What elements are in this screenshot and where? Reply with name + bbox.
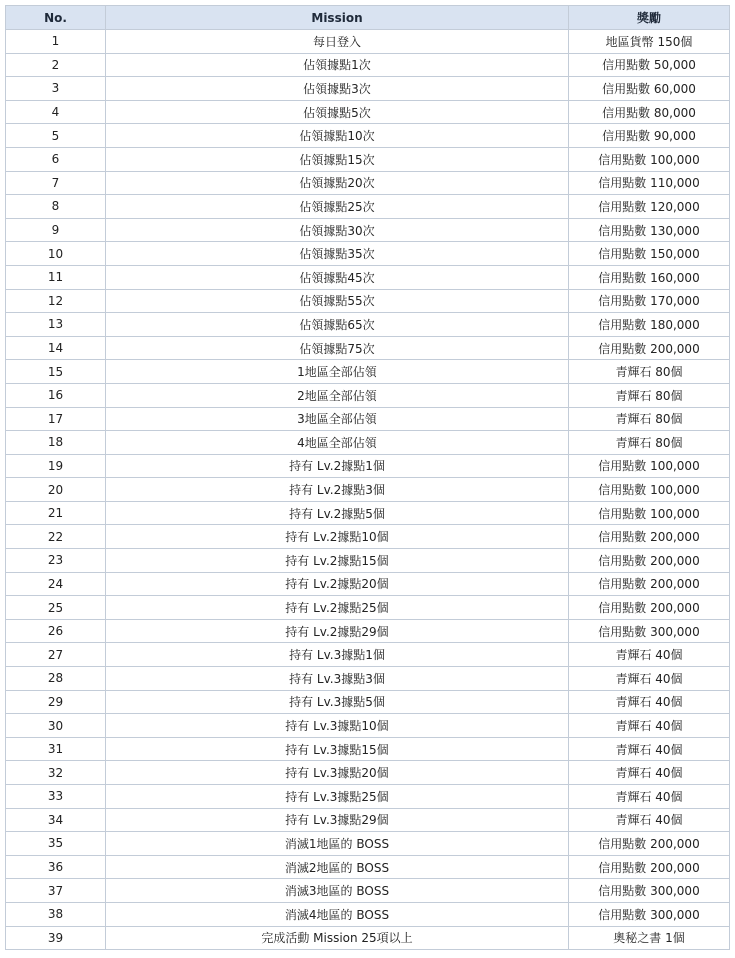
row-number-cell: 4: [6, 100, 106, 124]
table-row: [6, 77, 730, 101]
row-number-cell: 17: [6, 407, 106, 431]
table-row: [6, 360, 730, 384]
table-row: [6, 265, 730, 289]
mission-cell: 消滅1地區的 BOSS: [106, 832, 569, 856]
table-row: [6, 53, 730, 77]
row-number-cell: 36: [6, 855, 106, 879]
reward-cell: 信用點數 300,000: [569, 902, 730, 926]
row-number-cell: 34: [6, 808, 106, 832]
row-number-cell: 23: [6, 549, 106, 573]
table-row: [6, 808, 730, 832]
mission-cell: 1地區全部佔領: [106, 360, 569, 384]
table-row: [6, 124, 730, 148]
column-header-reward: 獎勵: [569, 6, 730, 30]
reward-cell: 青輝石 40個: [569, 761, 730, 785]
table-row: [6, 407, 730, 431]
row-number-cell: 16: [6, 383, 106, 407]
reward-cell: 信用點數 180,000: [569, 313, 730, 337]
mission-cell: 3地區全部佔領: [106, 407, 569, 431]
mission-cell: 佔領據點20次: [106, 171, 569, 195]
table-row: [6, 690, 730, 714]
row-number-cell: 14: [6, 336, 106, 360]
row-number-cell: 38: [6, 902, 106, 926]
reward-cell: 信用點數 80,000: [569, 100, 730, 124]
reward-cell: 信用點數 90,000: [569, 124, 730, 148]
mission-cell: 完成活動 Mission 25項以上: [106, 926, 569, 950]
row-number-cell: 37: [6, 879, 106, 903]
mission-cell: 持有 Lv.2據點1個: [106, 454, 569, 478]
table-body: [6, 30, 730, 950]
mission-cell: 佔領據點65次: [106, 313, 569, 337]
reward-cell: 信用點數 110,000: [569, 171, 730, 195]
mission-cell: 持有 Lv.3據點3個: [106, 667, 569, 691]
table-row: [6, 501, 730, 525]
row-number-cell: 22: [6, 525, 106, 549]
reward-cell: 青輝石 40個: [569, 737, 730, 761]
mission-cell: 佔領據點35次: [106, 242, 569, 266]
reward-cell: 信用點數 50,000: [569, 53, 730, 77]
reward-cell: 信用點數 200,000: [569, 525, 730, 549]
row-number-cell: 27: [6, 643, 106, 667]
row-number-cell: 31: [6, 737, 106, 761]
table-row: [6, 195, 730, 219]
reward-cell: 青輝石 80個: [569, 407, 730, 431]
column-header-mission: Mission: [106, 6, 569, 30]
reward-cell: 信用點數 100,000: [569, 501, 730, 525]
reward-cell: 信用點數 100,000: [569, 478, 730, 502]
reward-cell: 青輝石 40個: [569, 690, 730, 714]
mission-cell: 佔領據點15次: [106, 147, 569, 171]
header-row: [6, 6, 730, 30]
reward-cell: 信用點數 120,000: [569, 195, 730, 219]
mission-cell: 持有 Lv.2據點15個: [106, 549, 569, 573]
table-row: [6, 667, 730, 691]
reward-cell: 奧秘之書 1個: [569, 926, 730, 950]
table-row: [6, 572, 730, 596]
reward-cell: 信用點數 150,000: [569, 242, 730, 266]
reward-cell: 信用點數 100,000: [569, 454, 730, 478]
mission-cell: 佔領據點25次: [106, 195, 569, 219]
mission-cell: 持有 Lv.2據點20個: [106, 572, 569, 596]
table-row: [6, 454, 730, 478]
table-row: [6, 926, 730, 950]
table-row: [6, 879, 730, 903]
mission-cell: 每日登入: [106, 30, 569, 54]
reward-cell: 信用點數 200,000: [569, 855, 730, 879]
mission-cell: 持有 Lv.2據點29個: [106, 619, 569, 643]
row-number-cell: 33: [6, 785, 106, 809]
row-number-cell: 15: [6, 360, 106, 384]
table-row: [6, 737, 730, 761]
table-row: [6, 30, 730, 54]
table-row: [6, 714, 730, 738]
mission-cell: 佔領據點30次: [106, 218, 569, 242]
reward-cell: 青輝石 40個: [569, 785, 730, 809]
mission-cell: 持有 Lv.3據點10個: [106, 714, 569, 738]
mission-cell: 持有 Lv.3據點25個: [106, 785, 569, 809]
reward-cell: 青輝石 40個: [569, 808, 730, 832]
table-row: [6, 313, 730, 337]
row-number-cell: 7: [6, 171, 106, 195]
table-row: [6, 478, 730, 502]
mission-cell: 持有 Lv.2據點3個: [106, 478, 569, 502]
mission-cell: 佔領據點10次: [106, 124, 569, 148]
row-number-cell: 30: [6, 714, 106, 738]
table-row: [6, 383, 730, 407]
reward-cell: 信用點數 60,000: [569, 77, 730, 101]
reward-cell: 信用點數 200,000: [569, 596, 730, 620]
row-number-cell: 39: [6, 926, 106, 950]
table-row: [6, 525, 730, 549]
reward-cell: 青輝石 40個: [569, 667, 730, 691]
mission-cell: 持有 Lv.3據點20個: [106, 761, 569, 785]
table-row: [6, 785, 730, 809]
row-number-cell: 18: [6, 431, 106, 455]
reward-cell: 青輝石 80個: [569, 383, 730, 407]
row-number-cell: 21: [6, 501, 106, 525]
table-row: [6, 171, 730, 195]
mission-cell: 佔領據點75次: [106, 336, 569, 360]
table-row: [6, 761, 730, 785]
reward-cell: 信用點數 200,000: [569, 832, 730, 856]
row-number-cell: 9: [6, 218, 106, 242]
row-number-cell: 2: [6, 53, 106, 77]
column-header-no: No.: [6, 6, 106, 30]
reward-cell: 信用點數 200,000: [569, 336, 730, 360]
mission-cell: 持有 Lv.2據點25個: [106, 596, 569, 620]
mission-cell: 佔領據點45次: [106, 265, 569, 289]
row-number-cell: 5: [6, 124, 106, 148]
mission-cell: 佔領據點55次: [106, 289, 569, 313]
table-row: [6, 336, 730, 360]
reward-cell: 信用點數 300,000: [569, 619, 730, 643]
reward-cell: 信用點數 130,000: [569, 218, 730, 242]
mission-cell: 消滅4地區的 BOSS: [106, 902, 569, 926]
mission-reward-table: [5, 5, 730, 950]
table-row: [6, 147, 730, 171]
mission-cell: 消滅2地區的 BOSS: [106, 855, 569, 879]
row-number-cell: 24: [6, 572, 106, 596]
reward-cell: 信用點數 100,000: [569, 147, 730, 171]
reward-cell: 青輝石 40個: [569, 714, 730, 738]
reward-cell: 信用點數 300,000: [569, 879, 730, 903]
reward-cell: 青輝石 80個: [569, 360, 730, 384]
table-row: [6, 431, 730, 455]
row-number-cell: 1: [6, 30, 106, 54]
row-number-cell: 8: [6, 195, 106, 219]
table-row: [6, 289, 730, 313]
row-number-cell: 19: [6, 454, 106, 478]
row-number-cell: 29: [6, 690, 106, 714]
mission-cell: 2地區全部佔領: [106, 383, 569, 407]
reward-cell: 信用點數 200,000: [569, 572, 730, 596]
table-row: [6, 549, 730, 573]
row-number-cell: 10: [6, 242, 106, 266]
row-number-cell: 20: [6, 478, 106, 502]
mission-cell: 持有 Lv.3據點15個: [106, 737, 569, 761]
table-row: [6, 218, 730, 242]
reward-cell: 信用點數 170,000: [569, 289, 730, 313]
row-number-cell: 26: [6, 619, 106, 643]
row-number-cell: 35: [6, 832, 106, 856]
reward-cell: 信用點數 160,000: [569, 265, 730, 289]
mission-cell: 持有 Lv.3據點5個: [106, 690, 569, 714]
mission-cell: 持有 Lv.2據點5個: [106, 501, 569, 525]
row-number-cell: 11: [6, 265, 106, 289]
row-number-cell: 28: [6, 667, 106, 691]
mission-cell: 佔領據點1次: [106, 53, 569, 77]
table-row: [6, 619, 730, 643]
reward-cell: 青輝石 40個: [569, 643, 730, 667]
reward-cell: 青輝石 80個: [569, 431, 730, 455]
row-number-cell: 12: [6, 289, 106, 313]
row-number-cell: 25: [6, 596, 106, 620]
mission-cell: 持有 Lv.3據點29個: [106, 808, 569, 832]
row-number-cell: 32: [6, 761, 106, 785]
table-row: [6, 902, 730, 926]
mission-cell: 消滅3地區的 BOSS: [106, 879, 569, 903]
table-row: [6, 100, 730, 124]
mission-cell: 佔領據點5次: [106, 100, 569, 124]
table-row: [6, 242, 730, 266]
row-number-cell: 13: [6, 313, 106, 337]
table-row: [6, 643, 730, 667]
mission-cell: 持有 Lv.3據點1個: [106, 643, 569, 667]
mission-cell: 佔領據點3次: [106, 77, 569, 101]
table-row: [6, 832, 730, 856]
table-row: [6, 596, 730, 620]
reward-cell: 地區貨幣 150個: [569, 30, 730, 54]
mission-cell: 4地區全部佔領: [106, 431, 569, 455]
row-number-cell: 6: [6, 147, 106, 171]
row-number-cell: 3: [6, 77, 106, 101]
mission-cell: 持有 Lv.2據點10個: [106, 525, 569, 549]
table-row: [6, 855, 730, 879]
reward-cell: 信用點數 200,000: [569, 549, 730, 573]
